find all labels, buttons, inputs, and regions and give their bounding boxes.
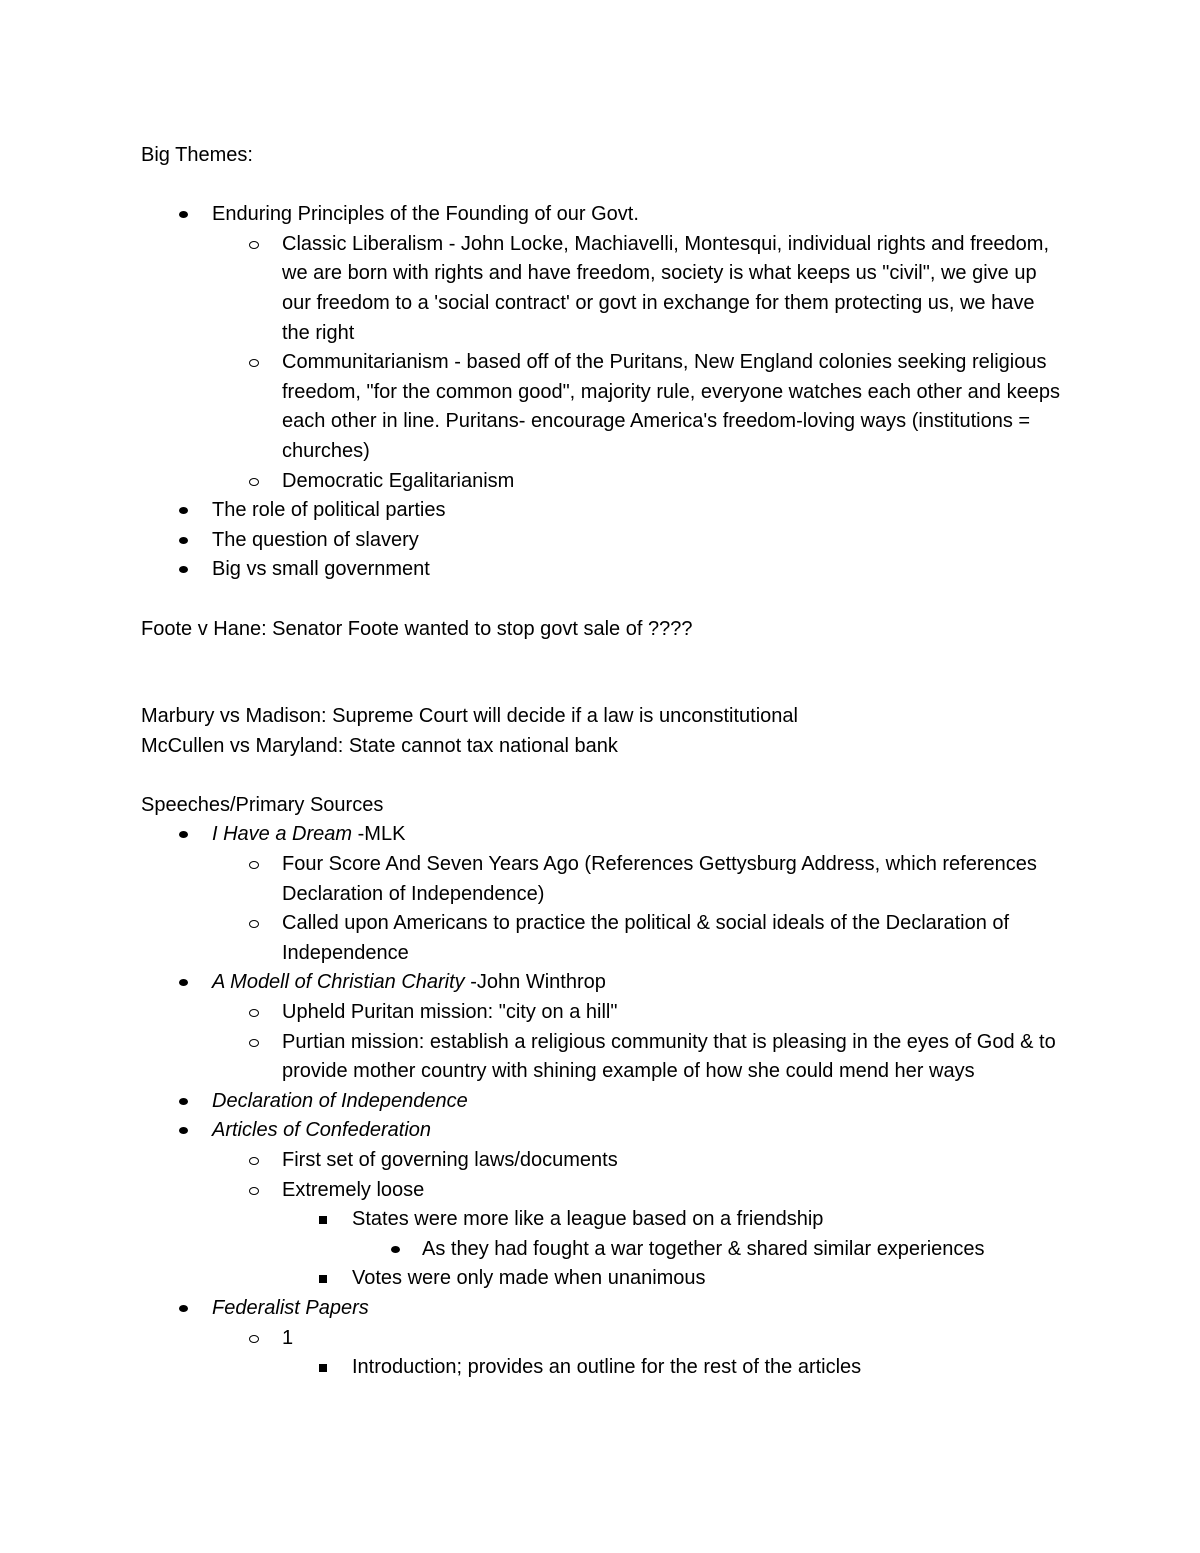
- list-item: Called upon Americans to practice the political & social ideals of the Declaration of Independence: [141, 909, 1061, 968]
- list-item: The role of political parties: [141, 496, 1061, 526]
- bullet-icon: [179, 1305, 188, 1312]
- hollow-bullet-icon: [249, 1009, 259, 1017]
- bullet-icon: [179, 831, 188, 838]
- square-bullet-icon: [319, 1216, 327, 1224]
- list-item: Democratic Egalitarianism: [141, 467, 1061, 497]
- list-item: Big vs small government: [141, 555, 1061, 585]
- square-bullet-icon: [319, 1364, 327, 1372]
- list-item: Classic Liberalism - John Locke, Machiavelli, Montesqui, individual rights and freedom, we are born with rights and have freedom, society is what keeps us "civil", we give up our freedom to a 'social contract' or govt in exchange for them protecting us, we have the right: [141, 230, 1061, 348]
- list-item: Extremely loose: [141, 1176, 1061, 1206]
- hollow-bullet-icon: [249, 241, 259, 249]
- list-item: Communitarianism - based off of the Puritans, New England colonies seeking religious freedom, "for the common good", majority rule, everyone watches each other and keeps each other in line. Puritans- encourage America's freedom-loving ways (institutions = churches): [141, 348, 1061, 466]
- sources-heading: Speeches/Primary Sources: [141, 793, 384, 816]
- bullet-icon: [179, 537, 188, 544]
- big-themes-list: [141, 200, 1061, 585]
- list-item: [141, 1116, 1061, 1146]
- notes-content: [141, 141, 1061, 1383]
- list-item: Introduction; provides an outline for the rest of the articles: [141, 1353, 1061, 1383]
- hollow-bullet-icon: [249, 359, 259, 367]
- list-item: States were more like a league based on a friendship: [141, 1205, 1061, 1235]
- list-item: Enduring Principles of the Founding of our Govt.: [141, 200, 1061, 230]
- list-item: First set of governing laws/documents: [141, 1146, 1061, 1176]
- list-item: Four Score And Seven Years Ago (References Gettysburg Address, which references Declaration of Independence): [141, 850, 1061, 909]
- list-item: A Modell of Christian Charity -John Winthrop: [141, 968, 1061, 998]
- list-item: 1: [141, 1324, 1061, 1354]
- list-item: [141, 1294, 1061, 1324]
- sources-list: [141, 820, 1061, 1382]
- bullet-icon: [391, 1246, 400, 1253]
- square-bullet-icon: [319, 1275, 327, 1283]
- hollow-bullet-icon: [249, 861, 259, 869]
- hollow-bullet-icon: [249, 1157, 259, 1165]
- bullet-icon: [179, 211, 188, 218]
- bullet-icon: [179, 507, 188, 514]
- list-item: Upheld Puritan mission: "city on a hill": [141, 998, 1061, 1028]
- document-title: Articles of Confederation: [212, 1119, 432, 1142]
- bullet-icon: [179, 1127, 188, 1134]
- hollow-bullet-icon: [249, 1039, 259, 1047]
- document-title: Declaration of Independence: [212, 1089, 468, 1112]
- hollow-bullet-icon: [249, 920, 259, 928]
- list-item: The question of slavery: [141, 526, 1061, 556]
- hollow-bullet-icon: [249, 478, 259, 486]
- foote-case: Foote v Hane: Senator Foote wanted to stop govt sale of ????: [141, 617, 693, 640]
- big-themes-heading: Big Themes:: [141, 144, 253, 166]
- bullet-icon: [179, 566, 188, 573]
- speech-title: A Modell of Christian Charity: [212, 971, 465, 994]
- list-item: [141, 1087, 1061, 1117]
- hollow-bullet-icon: [249, 1187, 259, 1195]
- list-item: I Have a Dream -MLK: [141, 820, 1061, 850]
- document-title: Federalist Papers: [212, 1296, 369, 1319]
- bullet-icon: [179, 1098, 188, 1105]
- marbury-case: Marbury vs Madison: Supreme Court will decide if a law is unconstitutional: [141, 705, 798, 728]
- list-item: Votes were only made when unanimous: [141, 1264, 1061, 1294]
- bullet-icon: [179, 979, 188, 986]
- hollow-bullet-icon: [249, 1335, 259, 1343]
- mccullen-case: McCullen vs Maryland: State cannot tax national bank: [141, 734, 618, 757]
- list-item: As they had fought a war together & shared similar experiences: [141, 1235, 1061, 1265]
- speech-title: I Have a Dream: [212, 823, 353, 846]
- list-item: Purtian mission: establish a religious community that is pleasing in the eyes of God & to provide mother country with shining example of how she could mend her ways: [141, 1028, 1061, 1087]
